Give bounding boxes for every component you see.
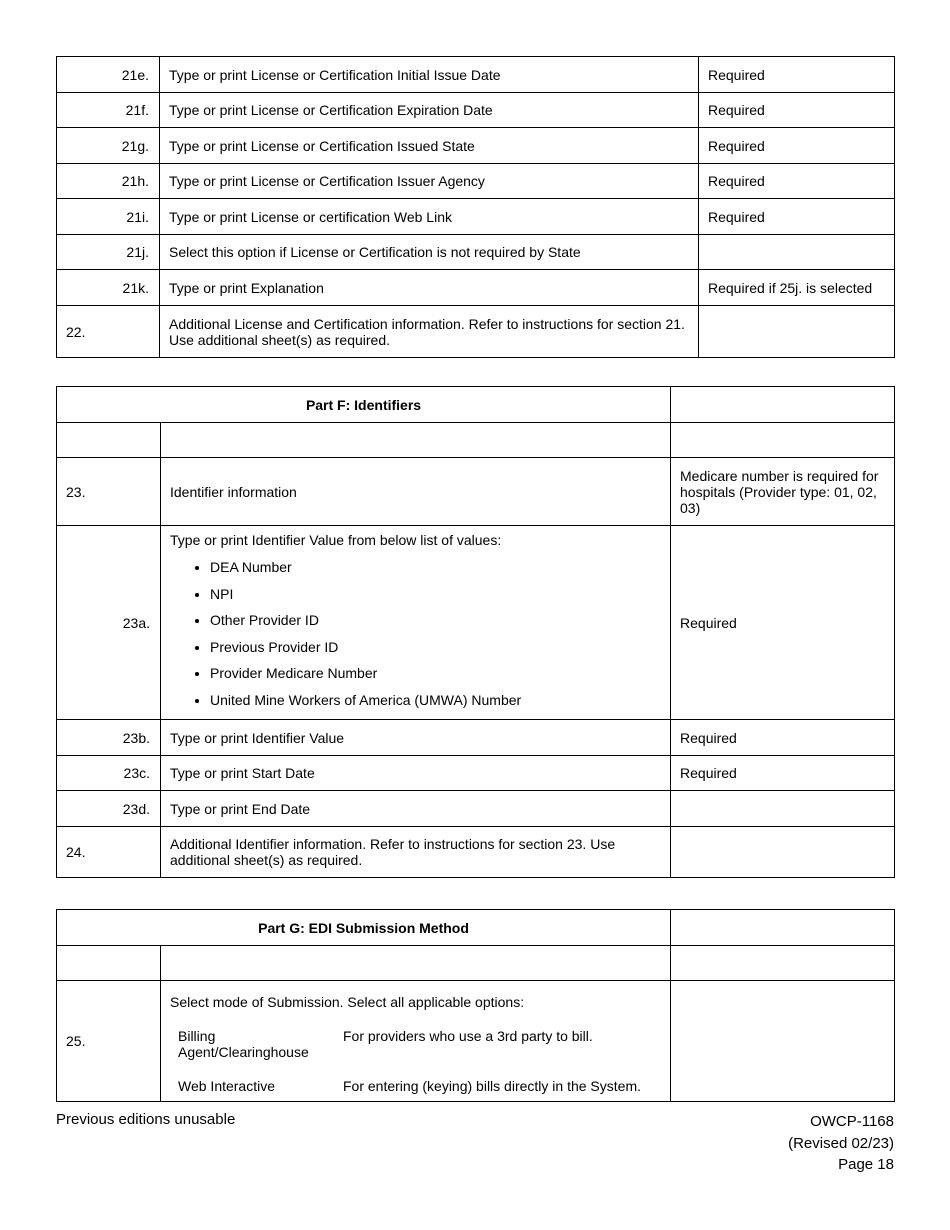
item-requirement: Required [699, 199, 895, 235]
item-number: 23a. [57, 526, 161, 720]
table-row [57, 128, 895, 164]
option-name: Web Interactive [178, 1078, 276, 1094]
table-row [57, 270, 895, 306]
item-requirement [671, 791, 895, 827]
identifier-intro: Type or print Identifier Value from below list of values: [170, 532, 502, 548]
list-item: • United Mine Workers of America (UMWA) Number [210, 687, 661, 714]
item-requirement: Required [699, 164, 895, 199]
item-number: 21e. [57, 57, 160, 93]
form-number: OWCP-1168 [810, 1113, 894, 1130]
item-requirement: Required [671, 526, 895, 720]
footer-form-info [788, 1111, 894, 1176]
item-description: Type or print License or Certification Issued State [160, 128, 699, 164]
empty-cell [57, 423, 161, 458]
submission-option [170, 1028, 661, 1060]
section-header-row [57, 910, 895, 946]
revision-date: (Revised 02/23) [788, 1134, 894, 1152]
item-description [161, 526, 671, 720]
item-number: 21h. [57, 164, 160, 199]
item-number: 24. [57, 827, 161, 878]
item-description: Type or print License or Certification Initial Issue Date [160, 57, 699, 93]
footer-note: Previous editions unusable [56, 1111, 236, 1128]
item-number: 23d. [57, 791, 161, 827]
item-number: 25. [57, 981, 161, 1102]
table-row [57, 306, 895, 358]
table-row [57, 164, 895, 199]
list-item: • DEA Number [210, 554, 661, 581]
table-row [57, 526, 895, 720]
item-requirement: Required [699, 93, 895, 128]
table-row [57, 720, 895, 756]
item-requirement [699, 235, 895, 270]
list-item: • Provider Medicare Number [210, 660, 661, 687]
empty-cell [671, 946, 895, 981]
item-description: Select this option if License or Certification is not required by State [160, 235, 699, 270]
edi-submission-table [56, 909, 895, 1102]
item-description: Type or print License or Certification Expiration Date [160, 93, 699, 128]
item-number: 21k. [57, 270, 160, 306]
item-requirement: Required [699, 57, 895, 93]
item-description [161, 981, 671, 1102]
item-requirement: Required if 25j. is selected [699, 270, 895, 306]
item-description: Type or print Start Date [161, 756, 671, 791]
empty-cell [671, 910, 895, 946]
section-title: Part G: EDI Submission Method [57, 910, 671, 946]
item-description: Additional Identifier information. Refer to instructions for section 23. Use additional sheet(s) as required. [161, 827, 671, 878]
option-description: For entering (keying) bills directly in the System. [343, 1078, 641, 1094]
item-requirement: Medicare number is required for hospitals (Provider type: 01, 02, 03) [671, 458, 895, 526]
list-item: • Previous Provider ID [210, 634, 661, 661]
item-number: 23. [57, 458, 161, 526]
item-requirement [699, 306, 895, 358]
item-requirement [671, 827, 895, 878]
item-requirement: Required [671, 756, 895, 791]
license-table [56, 56, 895, 358]
table-row [57, 57, 895, 93]
section-title: Part F: Identifiers [57, 387, 671, 423]
item-description: Type or print Identifier Value [161, 720, 671, 756]
item-number: 21f. [57, 93, 160, 128]
option-name: Billing Agent/Clearinghouse [178, 1028, 309, 1060]
empty-cell [671, 387, 895, 423]
table-row [57, 423, 895, 458]
submission-option [170, 1078, 661, 1094]
item-number: 23b. [57, 720, 161, 756]
table-row [57, 93, 895, 128]
list-item: • NPI [210, 581, 661, 608]
item-description: Type or print License or certification Web Link [160, 199, 699, 235]
table-row [57, 235, 895, 270]
table-row [57, 981, 895, 1102]
table-row [57, 199, 895, 235]
submission-intro: Select mode of Submission. Select all applicable options: [170, 994, 525, 1010]
item-number: 21g. [57, 128, 160, 164]
item-description: Identifier information [161, 458, 671, 526]
item-description: Type or print License or Certification Issuer Agency [160, 164, 699, 199]
item-number: 22. [57, 306, 160, 358]
table-row [57, 791, 895, 827]
identifier-values-list [170, 554, 661, 713]
item-number: 21j. [57, 235, 160, 270]
list-item: • Other Provider ID [210, 607, 661, 634]
item-requirement: Required [671, 720, 895, 756]
table-row [57, 756, 895, 791]
item-description: Type or print Explanation [160, 270, 699, 306]
table-row [57, 827, 895, 878]
page-number: Page 18 [838, 1156, 894, 1173]
item-number: 21i. [57, 199, 160, 235]
section-header-row [57, 387, 895, 423]
option-description: For providers who use a 3rd party to bill. [343, 1028, 593, 1044]
table-row [57, 458, 895, 526]
empty-cell [161, 946, 671, 981]
empty-cell [671, 423, 895, 458]
item-requirement: Required [699, 128, 895, 164]
item-description: Additional License and Certification information. Refer to instructions for section 21. Use additional sheet(s) as required. [160, 306, 699, 358]
empty-cell [671, 981, 895, 1102]
table-row [57, 946, 895, 981]
item-description: Type or print End Date [161, 791, 671, 827]
empty-cell [57, 946, 161, 981]
empty-cell [161, 423, 671, 458]
item-number: 23c. [57, 756, 161, 791]
identifiers-table [56, 386, 895, 878]
